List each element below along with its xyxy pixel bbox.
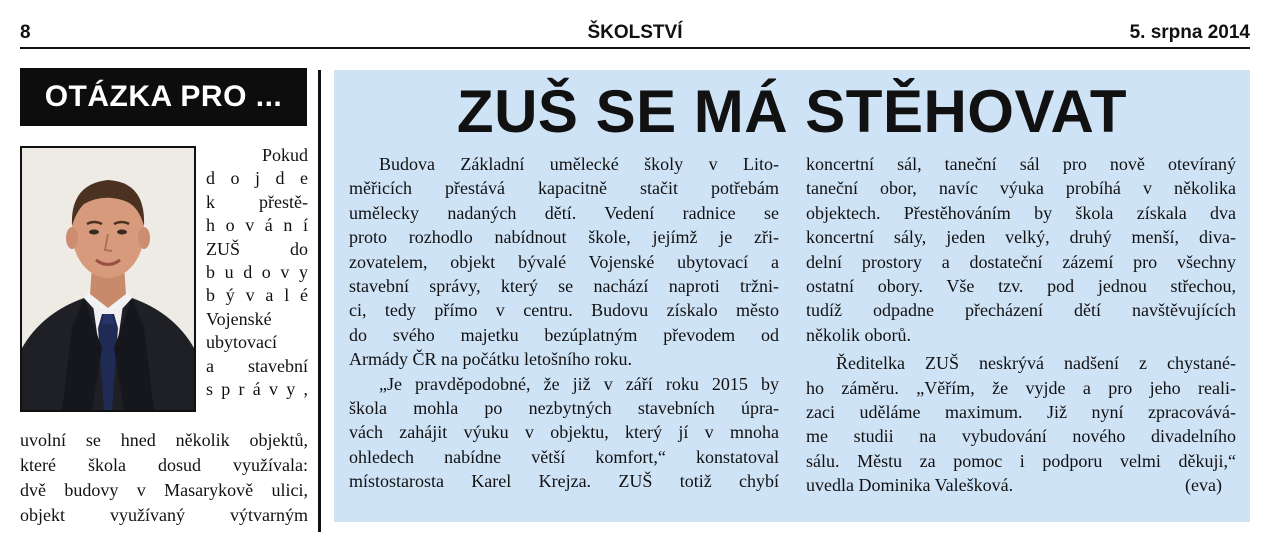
section-title: ŠKOLSTVÍ [587,22,683,43]
author-credit: (eva) [1185,475,1222,496]
article-line: uvedla Dominika Valešková. [806,475,1014,496]
sidebar-line: b u d o v y [206,262,308,283]
article-line: zovatelem, objekt bývalé Vojenské ubytovací a [349,251,779,272]
sidebar-title-box [20,68,307,126]
header-rule [20,47,1250,49]
sidebar-line: objekt využívaný výtvarným [20,505,308,525]
article-line: několik oborů. [806,324,911,345]
article-line: koncertní sál, taneční sál pro nově otevíraný [806,154,1236,174]
sidebar-line: s p r á v y , [206,379,308,400]
sidebar-line: h o v á n í [206,215,308,236]
portrait-photo-icon [22,148,194,410]
sidebar-wide-text [20,428,308,528]
sidebar-line: Vojenské [206,308,272,329]
sidebar-title: OTÁZKA PRO ... [44,80,283,113]
article-line: delní prostory a dostateční zázemí pro všechny [806,251,1236,272]
article-line: objektech. Přestěhováním by škola získala dva [806,202,1236,223]
article-line: taneční obor, navíc výuka probíhá v několika [806,178,1236,199]
page-header [20,18,1250,48]
sidebar-line: ZUŠ do [206,238,308,259]
article-panel [334,70,1250,522]
article-line: umělecky nadaných dětí. Vedení radnice se [349,202,779,223]
article-line: místostarosta Karel Krejza. ZUŠ totiž chybí [349,471,779,492]
sidebar-line: k přestě- [206,191,308,212]
article-line: škola mohla po nezbytných stavebních úpra- [349,398,779,419]
article-line: Budova Základní umělecké školy v Lito- [379,154,779,174]
portrait-photo [20,146,196,412]
article-line: zaci uděláme maximum. Již nyní zpracovává- [806,402,1236,423]
sidebar-line: a stavební [206,355,308,376]
sidebar-line: Pokud [261,145,308,165]
issue-date: 5. srpna 2014 [1129,22,1250,43]
article-column-2 [806,152,1236,498]
article-line: ohledech nabídne větší komfort,“ konstatoval [349,446,779,467]
sidebar-line: které škola dosud využívala: [20,455,308,475]
article-line: me studii na vybudování nového divadelního [806,426,1236,447]
article-line: Ředitelka ZUŠ neskrývá nadšení z chystané- [836,353,1236,374]
article-line: Armády ČR na počátku letošního roku. [349,349,632,370]
article-line: stavební správy, který se nachází naproti tržni- [349,276,779,297]
article-line: vách zahájit výuku v objektu, který jí v mnoha [349,422,779,443]
article-line: „Je pravděpodobné, že již v září roku 2015 by [379,373,779,394]
sidebar-narrow-text [206,144,308,401]
article-line: ho záměru. „Věřím, že vyjde a pro jeho reali- [806,377,1236,398]
article-last-row [806,473,1236,497]
article-headline: ZUŠ SE MÁ STĚHOVAT [456,78,1128,145]
article-line: tudíž odpadne přecházení dětí navštěvujících [806,300,1236,321]
article-line: sálu. Městu za pomoc i podporu velmi děkuji,“ [806,450,1236,471]
article-line: koncertní sály, jeden velký, druhý menší, diva- [806,227,1236,248]
sidebar-line: dvě budovy v Masarykově ulici, [20,480,308,500]
sidebar-line: ubytovací [206,332,277,353]
article-line: do svého majetku bezúplatným převodem od [349,324,779,345]
column-divider [318,70,321,532]
page-number: 8 [20,22,31,43]
sidebar-line: uvolní se hned několik objektů, [20,430,308,450]
article-line: ci, tedy přímo v centru. Budovu získalo město [349,300,779,321]
sidebar-line: b ý v a l é [206,285,308,306]
article-column-1 [349,152,779,494]
article-line: ostatní obory. Vše tzv. pod jednou střechou, [806,276,1236,297]
sidebar-line: d o j d e [206,168,308,189]
article-line: proto rozhodlo nabídnout škole, jejímž je zři- [349,227,779,248]
article-line: měřicích přestává kapacitně stačit potřebám [349,178,779,199]
